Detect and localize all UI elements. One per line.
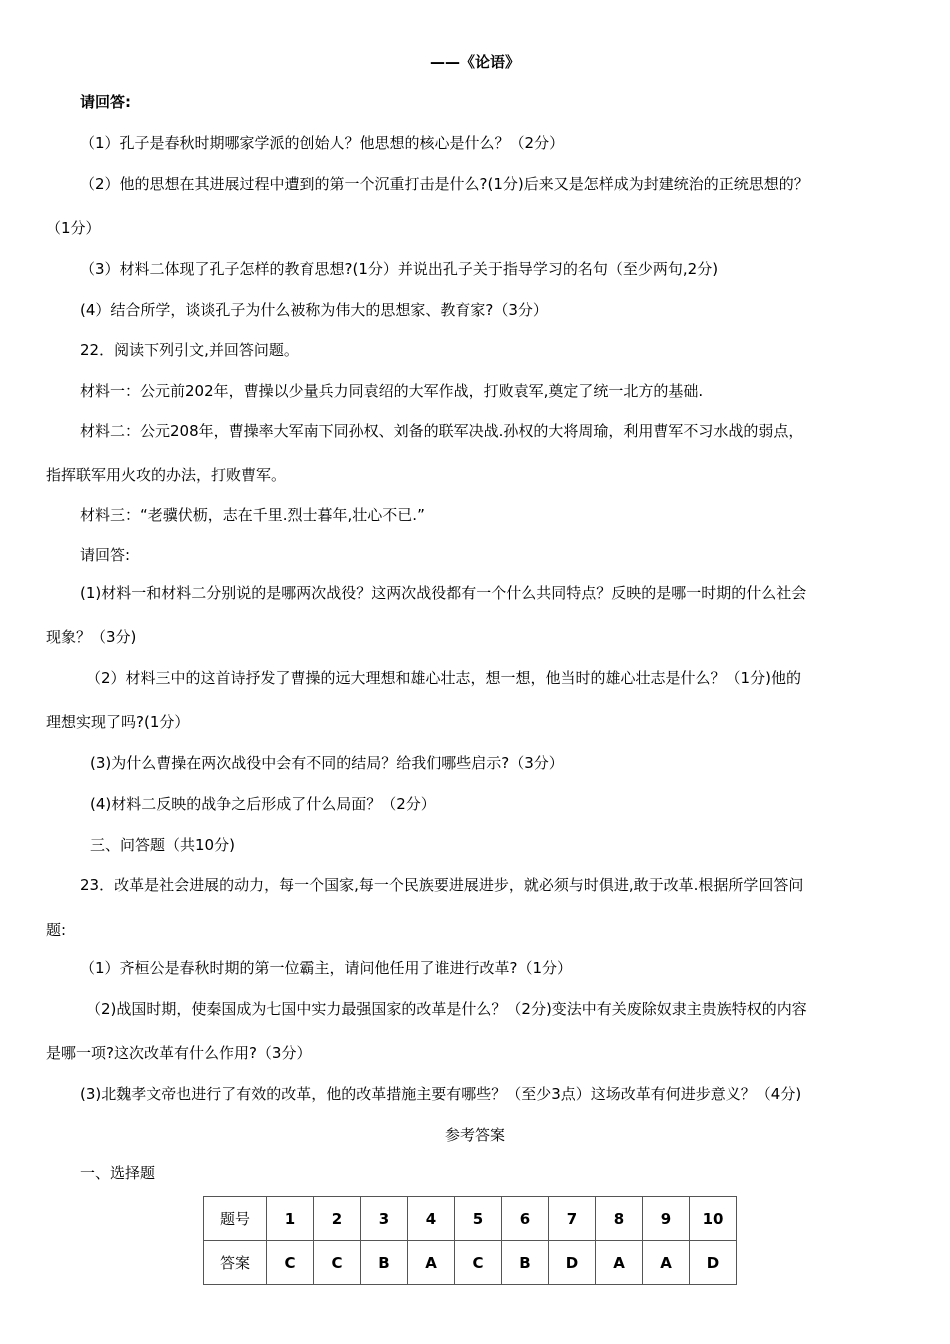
question-number: 3 bbox=[361, 1197, 408, 1241]
answer-table bbox=[203, 1196, 737, 1285]
q23-item-3: (3)北魏孝文帝也进行了有效的改革，他的改革措施主要有哪些？（至少3点）这场改革有何进步意义？（4分) bbox=[80, 1085, 802, 1103]
q22-title: 22．阅读下列引文,并回答问题。 bbox=[80, 341, 299, 359]
answer-cell: D bbox=[690, 1241, 737, 1285]
row-label-number: 题号 bbox=[204, 1197, 267, 1241]
q22-material-2-cont: 指挥联军用火攻的办法，打败曹军。 bbox=[46, 466, 287, 484]
q21-item-4: (4）结合所学，谈谈孔子为什么被称为伟大的思想家、教育家?（3分） bbox=[80, 301, 548, 319]
answer-cell: A bbox=[643, 1241, 690, 1285]
q23-item-1: （1）齐桓公是春秋时期的第一位霸主，请问他任用了谁进行改革?（1分） bbox=[80, 959, 573, 977]
q21-item-1: （1）孔子是春秋时期哪家学派的创始人？他思想的核心是什么？（2分） bbox=[80, 134, 565, 152]
question-number: 6 bbox=[502, 1197, 549, 1241]
row-label-answer: 答案 bbox=[204, 1241, 267, 1285]
q22-item-1-cont: 现象？（3分) bbox=[46, 628, 137, 646]
table-row bbox=[204, 1197, 737, 1241]
table-row bbox=[204, 1241, 737, 1285]
q23-item-2: （2)战国时期，使秦国成为七国中实力最强国家的改革是什么？（2分)变法中有关废除奴隶主贵族特权的内容 bbox=[86, 1000, 807, 1018]
answer-cell: C bbox=[267, 1241, 314, 1285]
q22-material-3: 材料三：“老骥伏枥，志在千里.烈士暮年,壮心不已.” bbox=[80, 506, 425, 524]
question-number: 5 bbox=[455, 1197, 502, 1241]
answer-cell: B bbox=[502, 1241, 549, 1285]
q21-prompt: 请回答: bbox=[80, 93, 131, 111]
question-number: 10 bbox=[690, 1197, 737, 1241]
answer-cell: C bbox=[455, 1241, 502, 1285]
answers-heading: 参考答案 bbox=[444, 1126, 505, 1144]
question-number: 8 bbox=[596, 1197, 643, 1241]
q22-item-2-cont: 理想实现了吗?(1分） bbox=[46, 713, 190, 731]
q22-item-1: (1)材料一和材料二分别说的是哪两次战役？这两次战役都有一个什么共同特点？反映的是哪一时期的什么社会 bbox=[80, 584, 807, 602]
question-number: 4 bbox=[408, 1197, 455, 1241]
answers-section-1: 一、选择题 bbox=[80, 1164, 156, 1182]
answer-cell: C bbox=[314, 1241, 361, 1285]
q22-prompt: 请回答: bbox=[80, 546, 131, 564]
q22-material-2: 材料二：公元208年，曹操率大军南下同孙权、刘备的联军决战.孙权的大将周瑜，利用曹军不习水战的弱点， bbox=[80, 422, 804, 440]
answer-cell: A bbox=[596, 1241, 643, 1285]
source-line: ——《论语》 bbox=[429, 53, 520, 71]
q22-item-2: （2）材料三中的这首诗抒发了曹操的远大理想和雄心壮志，想一想，他当时的雄心壮志是什么？（1分)他的 bbox=[86, 669, 801, 687]
question-number: 2 bbox=[314, 1197, 361, 1241]
answer-cell: B bbox=[361, 1241, 408, 1285]
q23-item-2-cont: 是哪一项?这次改革有什么作用?（3分） bbox=[46, 1044, 312, 1062]
q23-title-cont: 题: bbox=[46, 921, 67, 939]
question-number: 9 bbox=[643, 1197, 690, 1241]
q22-item-3: (3)为什么曹操在两次战役中会有不同的结局？给我们哪些启示?（3分） bbox=[90, 754, 564, 772]
q21-item-2: （2）他的思想在其进展过程中遭到的第一个沉重打击是什么?(1分)后来又是怎样成为封建统治的正统思想的？ bbox=[80, 175, 809, 193]
q22-item-4: (4)材料二反映的战争之后形成了什么局面？（2分） bbox=[90, 795, 436, 813]
q21-item-3: （3）材料二体现了孔子怎样的教育思想?(1分）并说出孔子关于指导学习的名句（至少两句,2分) bbox=[80, 260, 719, 278]
answer-cell: A bbox=[408, 1241, 455, 1285]
answer-cell: D bbox=[549, 1241, 596, 1285]
q22-material-1: 材料一：公元前202年，曹操以少量兵力同袁绍的大军作战，打败袁军,奠定了统一北方的基础. bbox=[80, 382, 704, 400]
question-number: 1 bbox=[267, 1197, 314, 1241]
q23-title: 23．改革是社会进展的动力，每一个国家,每一个民族要进展进步，就必须与时俱进,敢于改革.根据所学回答问 bbox=[80, 876, 804, 894]
question-number: 7 bbox=[549, 1197, 596, 1241]
section-3-heading: 三、问答题（共10分) bbox=[90, 836, 235, 854]
q21-item-2-cont: （1分） bbox=[46, 219, 101, 237]
